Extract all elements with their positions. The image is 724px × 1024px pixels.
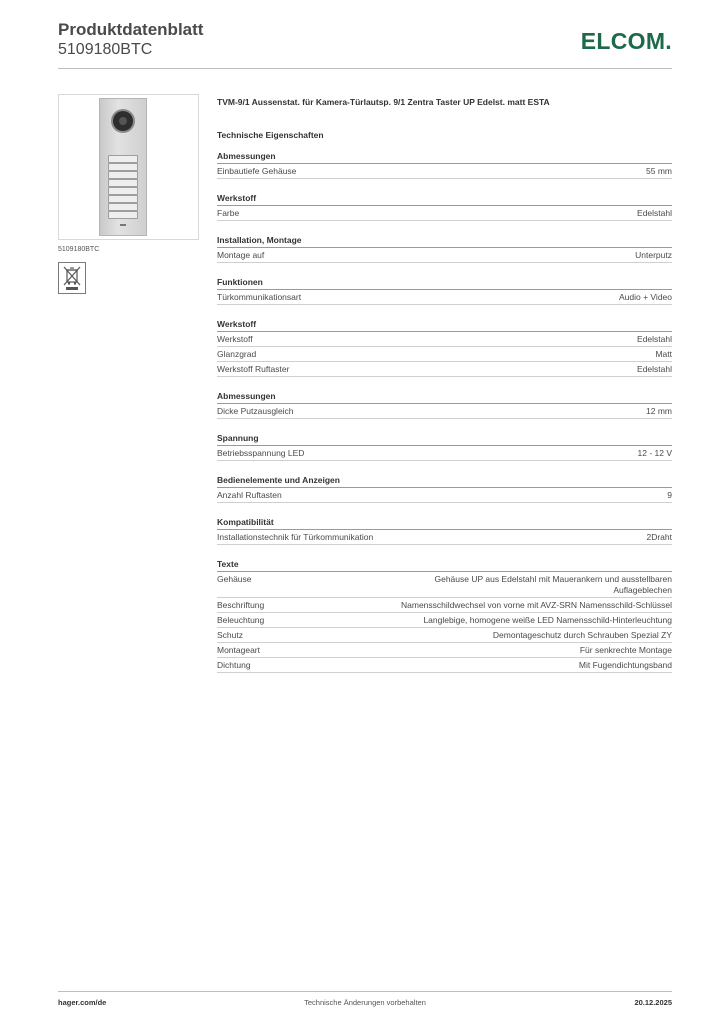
property-value: 12 - 12 V [637, 448, 672, 458]
property-value: Langlebige, homogene weiße LED Namensschild-Hinterleuchtung [423, 615, 672, 625]
property-label: Türkommunikationsart [217, 292, 302, 302]
property-label: Schutz [217, 630, 243, 640]
property-row [217, 598, 672, 613]
property-groups [217, 151, 672, 673]
property-value: Matt [655, 349, 672, 359]
weee-crossed-bin-icon [58, 262, 86, 294]
footer-disclaimer: Technische Änderungen vorbehalten [304, 998, 426, 1007]
group-title: Abmessungen [217, 391, 672, 404]
property-label: Betriebsspannung LED [217, 448, 305, 458]
panel-badge [120, 224, 126, 226]
property-label: Werkstoff [217, 334, 253, 344]
property-value: 12 mm [646, 406, 672, 416]
technical-data [217, 96, 672, 673]
footer-divider [58, 991, 672, 992]
call-button-3 [108, 171, 138, 179]
property-row [217, 362, 672, 377]
footer-date: 20.12.2025 [634, 998, 672, 1007]
section-title: Technische Eigenschaften [217, 130, 324, 140]
property-value: Für senkrechte Montage [579, 645, 672, 655]
property-value: Edelstahl [637, 334, 672, 344]
call-button-4 [108, 179, 138, 187]
property-row [217, 446, 672, 461]
property-row [217, 404, 672, 419]
property-label: Gehäuse [217, 574, 252, 584]
call-button-2 [108, 163, 138, 171]
property-row [217, 658, 672, 673]
property-label: Montage auf [217, 250, 265, 260]
property-label: Farbe [217, 208, 240, 218]
property-label: Beleuchtung [217, 615, 265, 625]
group-title: Werkstoff [217, 193, 672, 206]
call-button-6 [108, 195, 138, 203]
group-title: Abmessungen [217, 151, 672, 164]
property-row [217, 488, 672, 503]
property-row [217, 347, 672, 362]
camera-lens-icon [113, 111, 133, 131]
property-row [217, 572, 672, 598]
elcom-logo: ELCOM. [580, 28, 672, 54]
property-value: 55 mm [646, 166, 672, 176]
property-label: Glanzgrad [217, 349, 257, 359]
property-value: Audio + Video [618, 292, 672, 302]
call-button-5 [108, 187, 138, 195]
product-image-column [58, 94, 198, 294]
property-row [217, 206, 672, 221]
property-row [217, 643, 672, 658]
group-title: Bedienelemente und Anzeigen [217, 475, 672, 488]
property-value: Demontageschutz durch Schrauben Spezial ZY [492, 630, 672, 640]
property-label: Beschriftung [217, 600, 265, 610]
property-label: Installationstechnik für Türkommunikation [217, 532, 374, 542]
group-title: Installation, Montage [217, 235, 672, 248]
property-value: Mit Fugendichtungsband [578, 660, 672, 670]
door-station-image [99, 98, 147, 236]
document-title: Produktdatenblatt [58, 20, 204, 39]
property-row [217, 164, 672, 179]
page-footer [58, 998, 672, 1010]
property-value: Edelstahl [637, 208, 672, 218]
property-value: Edelstahl [637, 364, 672, 374]
property-value: Unterputz [635, 250, 672, 260]
footer-website: hager.com/de [58, 998, 107, 1007]
property-value: 9 [667, 490, 672, 500]
group-title: Funktionen [217, 277, 672, 290]
property-value: Namensschildwechsel von vorne mit AVZ-SRN Namensschild-Schlüssel [401, 600, 672, 610]
property-row [217, 628, 672, 643]
property-label: Einbautiefe Gehäuse [217, 166, 297, 176]
group-title: Spannung [217, 433, 672, 446]
group-title: Werkstoff [217, 319, 672, 332]
property-label: Anzahl Ruftasten [217, 490, 282, 500]
property-label: Montageart [217, 645, 260, 655]
call-button-1 [108, 155, 138, 163]
property-row [217, 248, 672, 263]
property-row [217, 290, 672, 305]
call-button-7 [108, 203, 138, 211]
product-image [58, 94, 199, 240]
group-title: Texte [217, 559, 672, 572]
article-number: 5109180BTC [58, 41, 153, 58]
header-divider [58, 68, 672, 69]
property-value: 2Draht [646, 532, 672, 542]
property-label: Dicke Putzausgleich [217, 406, 294, 416]
property-row [217, 530, 672, 545]
property-label: Dichtung [217, 660, 251, 670]
property-row [217, 332, 672, 347]
property-row [217, 613, 672, 628]
property-value: Gehäuse UP aus Edelstahl mit Mauerankern und ausstellbaren Auflageblechen [434, 574, 672, 595]
property-label: Werkstoff Ruftaster [217, 364, 290, 374]
page-header [58, 20, 672, 68]
group-title: Kompatibilität [217, 517, 672, 530]
product-description: TVM-9/1 Aussenstat. für Kamera-Türlautsp. 9/1 Zentra Taster UP Edelst. matt ESTA [217, 97, 550, 107]
call-button-8 [108, 211, 138, 219]
image-caption: 5109180BTC [58, 246, 100, 253]
